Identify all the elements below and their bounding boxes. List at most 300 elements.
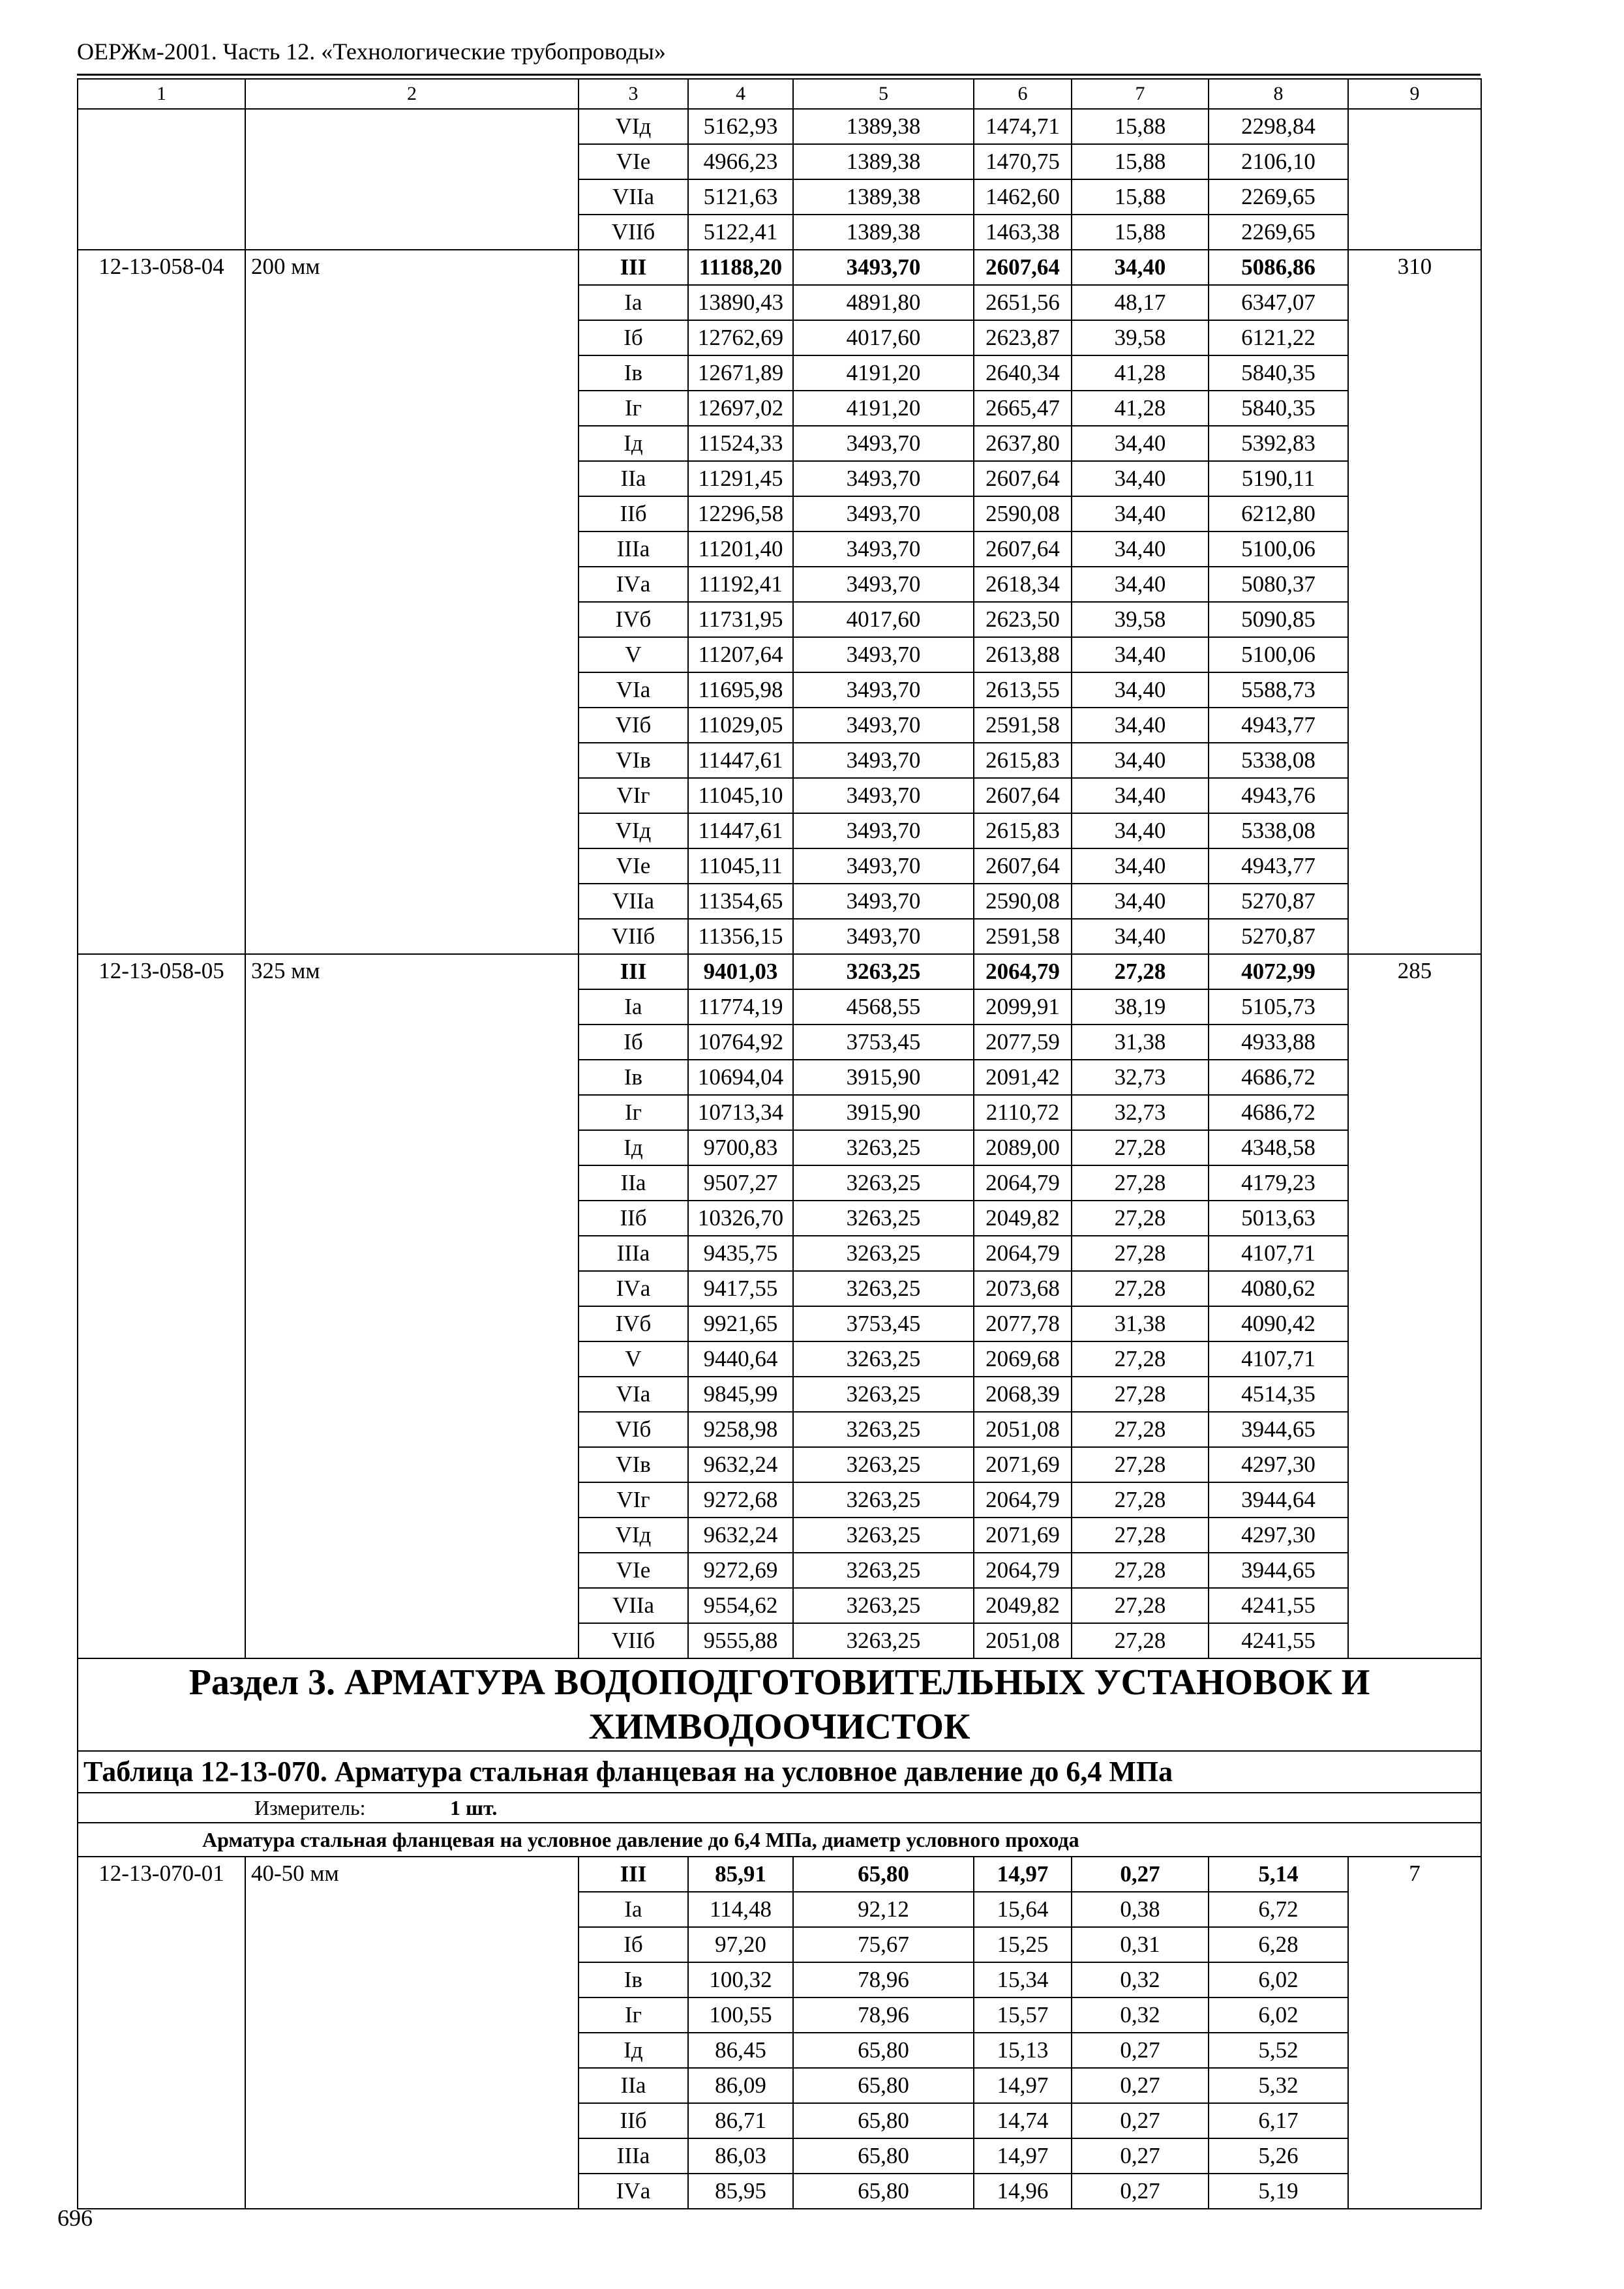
rate-code: 12-13-070-01 [78,1857,245,2209]
direct-cost: 10713,34 [688,1095,793,1130]
materials-cost: 5190,11 [1209,461,1348,496]
subheading-row [78,1823,1481,1857]
labor-pay: 3493,70 [793,250,974,285]
machine-cost: 15,25 [974,1927,1072,1962]
machine-cost: 2064,79 [974,954,1072,989]
materials-cost: 6,28 [1209,1927,1348,1962]
direct-cost: 5122,41 [688,215,793,250]
machinist-pay: 0,27 [1072,2174,1209,2209]
materials-cost: 5840,35 [1209,391,1348,426]
machine-cost: 2640,34 [974,355,1072,391]
region-zone: IVа [579,2174,688,2209]
direct-cost: 9272,69 [688,1553,793,1588]
machinist-pay: 15,88 [1072,109,1209,144]
machine-cost: 2073,68 [974,1271,1072,1306]
machine-cost: 2077,59 [974,1025,1072,1060]
machinist-pay: 27,28 [1072,1447,1209,1482]
machinist-pay: 27,28 [1072,1271,1209,1306]
machine-cost: 2615,83 [974,743,1072,778]
labor-pay: 3263,25 [793,1271,974,1306]
machine-cost: 2613,88 [974,637,1072,672]
labor-pay: 3263,25 [793,1447,974,1482]
machinist-pay: 27,28 [1072,1623,1209,1658]
direct-cost: 11447,61 [688,743,793,778]
machine-cost: 2110,72 [974,1095,1072,1130]
machine-cost: 2590,08 [974,884,1072,919]
machinist-pay: 15,88 [1072,179,1209,215]
labor-pay: 3493,70 [793,496,974,531]
machinist-pay: 34,40 [1072,884,1209,919]
machine-cost: 2618,34 [974,567,1072,602]
labor-pay: 65,80 [793,2103,974,2138]
labor-pay: 1389,38 [793,215,974,250]
table-row [78,109,1481,144]
region-zone: IIб [579,496,688,531]
direct-cost: 11695,98 [688,672,793,708]
direct-cost: 9507,27 [688,1165,793,1201]
column-number: 5 [793,79,974,109]
materials-cost: 6347,07 [1209,285,1348,320]
region-zone: VIв [579,743,688,778]
materials-cost: 5392,83 [1209,426,1348,461]
column-number: 1 [78,79,245,109]
machinist-pay: 48,17 [1072,285,1209,320]
machinist-pay: 27,28 [1072,1201,1209,1236]
region-zone: Iд [579,1130,688,1165]
column-number-row [78,79,1481,109]
materials-cost: 4348,58 [1209,1130,1348,1165]
direct-cost: 11207,64 [688,637,793,672]
direct-cost: 10764,92 [688,1025,793,1060]
labor-pay: 4891,80 [793,285,974,320]
labor-pay: 3263,25 [793,1341,974,1377]
table-title-row [78,1751,1481,1793]
region-zone: IVб [579,602,688,637]
materials-cost: 5100,06 [1209,531,1348,567]
table-row [78,1857,1481,1892]
region-zone: Iб [579,1025,688,1060]
direct-cost: 100,55 [688,1997,793,2033]
machinist-pay: 27,28 [1072,954,1209,989]
labor-pay: 65,80 [793,2174,974,2209]
materials-cost: 4933,88 [1209,1025,1348,1060]
machinist-pay: 0,32 [1072,1997,1209,2033]
region-zone: III [579,250,688,285]
materials-cost: 6,02 [1209,1997,1348,2033]
direct-cost: 10694,04 [688,1060,793,1095]
direct-cost: 11192,41 [688,567,793,602]
materials-cost: 5080,37 [1209,567,1348,602]
direct-cost: 9258,98 [688,1412,793,1447]
region-zone: IVа [579,1271,688,1306]
header-divider [77,74,1481,76]
region-zone: VIIа [579,884,688,919]
labor-pay: 3263,25 [793,1482,974,1518]
table-title: Таблица 12-13-070. Арматура стальная фланцевая на условное давление до 6,4 МПа [78,1751,1481,1793]
rate-code: 12-13-058-04 [78,250,245,954]
materials-cost: 6,17 [1209,2103,1348,2138]
rate-code [78,109,245,250]
machine-cost: 14,97 [974,2068,1072,2103]
direct-cost: 11045,10 [688,778,793,813]
machine-cost: 2069,68 [974,1341,1072,1377]
direct-cost: 11354,65 [688,884,793,919]
direct-cost: 5121,63 [688,179,793,215]
machinist-pay: 27,28 [1072,1165,1209,1201]
materials-cost: 5588,73 [1209,672,1348,708]
rate-description [245,109,579,250]
region-zone: VIIб [579,215,688,250]
machinist-pay: 27,28 [1072,1236,1209,1271]
region-zone: IIIа [579,1236,688,1271]
labor-pay: 3263,25 [793,1623,974,1658]
direct-cost: 11731,95 [688,602,793,637]
region-zone: V [579,1341,688,1377]
machinist-pay: 34,40 [1072,919,1209,954]
column-number: 9 [1348,79,1481,109]
region-zone: VIв [579,1447,688,1482]
machine-cost: 1474,71 [974,109,1072,144]
region-zone: VIг [579,778,688,813]
machine-cost: 2615,83 [974,813,1072,848]
direct-cost: 11524,33 [688,426,793,461]
direct-cost: 12296,58 [688,496,793,531]
materials-cost: 5,14 [1209,1857,1348,1892]
materials-cost: 4241,55 [1209,1588,1348,1623]
materials-cost: 4943,77 [1209,848,1348,884]
labor-hours: 310 [1348,250,1481,954]
machine-cost: 15,34 [974,1962,1072,1997]
labor-pay: 3263,25 [793,1201,974,1236]
direct-cost: 10326,70 [688,1201,793,1236]
materials-cost: 5100,06 [1209,637,1348,672]
machinist-pay: 34,40 [1072,426,1209,461]
materials-cost: 4297,30 [1209,1447,1348,1482]
machine-cost: 2051,08 [974,1412,1072,1447]
labor-pay: 4568,55 [793,989,974,1025]
materials-cost: 2298,84 [1209,109,1348,144]
machine-cost: 14,96 [974,2174,1072,2209]
machinist-pay: 0,32 [1072,1962,1209,1997]
direct-cost: 85,95 [688,2174,793,2209]
machine-cost: 15,13 [974,2033,1072,2068]
labor-pay: 3493,70 [793,743,974,778]
column-number: 7 [1072,79,1209,109]
labor-hours: 285 [1348,954,1481,1658]
materials-cost: 2269,65 [1209,215,1348,250]
labor-pay: 3915,90 [793,1060,974,1095]
labor-pay: 3493,70 [793,637,974,672]
machinist-pay: 34,40 [1072,637,1209,672]
price-table [77,78,1482,2209]
labor-pay: 1389,38 [793,144,974,179]
region-zone: Iб [579,1927,688,1962]
machine-cost: 14,97 [974,2138,1072,2174]
machinist-pay: 27,28 [1072,1482,1209,1518]
region-zone: IIб [579,2103,688,2138]
direct-cost: 11045,11 [688,848,793,884]
materials-cost: 4514,35 [1209,1377,1348,1412]
region-zone: Iб [579,320,688,355]
materials-cost: 5270,87 [1209,919,1348,954]
direct-cost: 11201,40 [688,531,793,567]
rate-description: 200 мм [245,250,579,954]
machinist-pay: 0,27 [1072,2138,1209,2174]
materials-cost: 4943,76 [1209,778,1348,813]
labor-pay: 92,12 [793,1892,974,1927]
machine-cost: 14,74 [974,2103,1072,2138]
direct-cost: 9440,64 [688,1341,793,1377]
direct-cost: 11774,19 [688,989,793,1025]
rate-description: 325 мм [245,954,579,1658]
machinist-pay: 38,19 [1072,989,1209,1025]
labor-pay: 3263,25 [793,1588,974,1623]
labor-pay: 65,80 [793,2033,974,2068]
region-zone: VIб [579,1412,688,1447]
materials-cost: 3944,64 [1209,1482,1348,1518]
labor-pay: 3263,25 [793,1518,974,1553]
region-zone: Iг [579,1095,688,1130]
direct-cost: 11188,20 [688,250,793,285]
direct-cost: 86,03 [688,2138,793,2174]
labor-pay: 3263,25 [793,1412,974,1447]
section-title: Раздел 3. АРМАТУРА ВОДОПОДГОТОВИТЕЛЬНЫХ УСТАНОВОК И ХИМВОДООЧИСТОК [78,1658,1481,1751]
machinist-pay: 15,88 [1072,144,1209,179]
labor-pay: 3493,70 [793,919,974,954]
labor-hours: 7 [1348,1857,1481,2209]
running-header: ОЕРЖм-2001. Часть 12. «Технологические трубопроводы» [77,38,666,65]
materials-cost: 4107,71 [1209,1236,1348,1271]
region-zone: IIа [579,1165,688,1201]
direct-cost: 11447,61 [688,813,793,848]
labor-pay: 65,80 [793,1857,974,1892]
machine-cost: 2651,56 [974,285,1072,320]
materials-cost: 4241,55 [1209,1623,1348,1658]
region-zone: IIIа [579,2138,688,2174]
machinist-pay: 39,58 [1072,320,1209,355]
column-number: 3 [579,79,688,109]
machinist-pay: 27,28 [1072,1130,1209,1165]
machinist-pay: 0,27 [1072,1857,1209,1892]
machinist-pay: 0,27 [1072,2103,1209,2138]
direct-cost: 12671,89 [688,355,793,391]
machine-cost: 1470,75 [974,144,1072,179]
direct-cost: 9417,55 [688,1271,793,1306]
region-zone: VIIа [579,179,688,215]
materials-cost: 6,02 [1209,1962,1348,1997]
region-zone: IVа [579,567,688,602]
machine-cost: 2591,58 [974,708,1072,743]
direct-cost: 5162,93 [688,109,793,144]
region-zone: IIа [579,461,688,496]
materials-cost: 4090,42 [1209,1306,1348,1341]
machinist-pay: 34,40 [1072,848,1209,884]
machine-cost: 2068,39 [974,1377,1072,1412]
machine-cost: 15,64 [974,1892,1072,1927]
machinist-pay: 34,40 [1072,567,1209,602]
direct-cost: 9435,75 [688,1236,793,1271]
materials-cost: 4179,23 [1209,1165,1348,1201]
machinist-pay: 34,40 [1072,708,1209,743]
machine-cost: 2071,69 [974,1518,1072,1553]
machine-cost: 2637,80 [974,426,1072,461]
region-zone: Iа [579,285,688,320]
materials-cost: 4080,62 [1209,1271,1348,1306]
machinist-pay: 34,40 [1072,496,1209,531]
machine-cost: 2607,64 [974,461,1072,496]
materials-cost: 5086,86 [1209,250,1348,285]
machinist-pay: 34,40 [1072,778,1209,813]
region-zone: VIа [579,672,688,708]
direct-cost: 9554,62 [688,1588,793,1623]
region-zone: VIе [579,848,688,884]
labor-hours [1348,109,1481,250]
labor-pay: 3493,70 [793,813,974,848]
direct-cost: 9845,99 [688,1377,793,1412]
machinist-pay: 32,73 [1072,1060,1209,1095]
labor-pay: 65,80 [793,2138,974,2174]
direct-cost: 97,20 [688,1927,793,1962]
materials-cost: 5270,87 [1209,884,1348,919]
machinist-pay: 27,28 [1072,1341,1209,1377]
region-zone: VIе [579,1553,688,1588]
labor-pay: 3493,70 [793,884,974,919]
labor-pay: 75,67 [793,1927,974,1962]
machinist-pay: 27,28 [1072,1553,1209,1588]
column-number: 2 [245,79,579,109]
materials-cost: 4943,77 [1209,708,1348,743]
direct-cost: 9272,68 [688,1482,793,1518]
materials-cost: 5,19 [1209,2174,1348,2209]
direct-cost: 85,91 [688,1857,793,1892]
labor-pay: 3493,70 [793,778,974,813]
direct-cost: 12762,69 [688,320,793,355]
region-zone: VIб [579,708,688,743]
labor-pay: 4017,60 [793,320,974,355]
measure-value: 1 шт. [450,1796,498,1819]
materials-cost: 4107,71 [1209,1341,1348,1377]
region-zone: VIIа [579,1588,688,1623]
region-zone: IVб [579,1306,688,1341]
machinist-pay: 39,58 [1072,602,1209,637]
machine-cost: 2623,50 [974,602,1072,637]
machinist-pay: 27,28 [1072,1518,1209,1553]
direct-cost: 114,48 [688,1892,793,1927]
machine-cost: 2607,64 [974,848,1072,884]
labor-pay: 4191,20 [793,355,974,391]
subheading-text: Арматура стальная фланцевая на условное давление до 6,4 МПа, диаметр условного прохода [202,1828,1079,1851]
machine-cost: 2623,87 [974,320,1072,355]
region-zone: VIIб [579,1623,688,1658]
region-zone: V [579,637,688,672]
direct-cost: 9401,03 [688,954,793,989]
labor-pay: 3263,25 [793,1553,974,1588]
machine-cost: 1463,38 [974,215,1072,250]
machine-cost: 2099,91 [974,989,1072,1025]
machinist-pay: 34,40 [1072,250,1209,285]
machinist-pay: 31,38 [1072,1025,1209,1060]
labor-pay: 3263,25 [793,954,974,989]
subheading-cell [78,1823,1481,1857]
region-zone: VIIб [579,919,688,954]
labor-pay: 3493,70 [793,531,974,567]
rate-code: 12-13-058-05 [78,954,245,1658]
machinist-pay: 27,28 [1072,1588,1209,1623]
machine-cost: 2590,08 [974,496,1072,531]
table-row [78,250,1481,285]
region-zone: Iв [579,355,688,391]
region-zone: IIа [579,2068,688,2103]
machine-cost: 15,57 [974,1997,1072,2033]
machine-cost: 2049,82 [974,1588,1072,1623]
machinist-pay: 34,40 [1072,461,1209,496]
machine-cost: 2607,64 [974,778,1072,813]
materials-cost: 2269,65 [1209,179,1348,215]
materials-cost: 5338,08 [1209,813,1348,848]
materials-cost: 4297,30 [1209,1518,1348,1553]
machine-cost: 2064,79 [974,1553,1072,1588]
machine-cost: 2064,79 [974,1482,1072,1518]
region-zone: IIIа [579,531,688,567]
machinist-pay: 32,73 [1072,1095,1209,1130]
region-zone: Iд [579,2033,688,2068]
direct-cost: 86,09 [688,2068,793,2103]
machine-cost: 14,97 [974,1857,1072,1892]
materials-cost: 6121,22 [1209,320,1348,355]
labor-pay: 3493,70 [793,461,974,496]
region-zone: Iв [579,1962,688,1997]
materials-cost: 5105,73 [1209,989,1348,1025]
region-zone: Iа [579,989,688,1025]
measure-label: Измеритель: [254,1796,366,1819]
machine-cost: 2071,69 [974,1447,1072,1482]
labor-pay: 3915,90 [793,1095,974,1130]
direct-cost: 11356,15 [688,919,793,954]
measure-cell [78,1793,1481,1823]
machine-cost: 1462,60 [974,179,1072,215]
region-zone: Iг [579,391,688,426]
direct-cost: 86,71 [688,2103,793,2138]
labor-pay: 4017,60 [793,602,974,637]
labor-pay: 1389,38 [793,179,974,215]
materials-cost: 6,72 [1209,1892,1348,1927]
direct-cost: 9921,65 [688,1306,793,1341]
direct-cost: 13890,43 [688,285,793,320]
machine-cost: 2049,82 [974,1201,1072,1236]
region-zone: VIд [579,109,688,144]
machinist-pay: 15,88 [1072,215,1209,250]
labor-pay: 78,96 [793,1962,974,1997]
machinist-pay: 41,28 [1072,355,1209,391]
materials-cost: 5338,08 [1209,743,1348,778]
region-zone: VIд [579,813,688,848]
region-zone: VIг [579,1482,688,1518]
materials-cost: 3944,65 [1209,1412,1348,1447]
direct-cost: 9700,83 [688,1130,793,1165]
machinist-pay: 34,40 [1072,743,1209,778]
region-zone: Iг [579,1997,688,2033]
labor-pay: 65,80 [793,2068,974,2103]
machinist-pay: 0,31 [1072,1927,1209,1962]
machinist-pay: 0,27 [1072,2068,1209,2103]
materials-cost: 4072,99 [1209,954,1348,989]
machine-cost: 2665,47 [974,391,1072,426]
materials-cost: 5090,85 [1209,602,1348,637]
machinist-pay: 0,27 [1072,2033,1209,2068]
region-zone: IIб [579,1201,688,1236]
direct-cost: 11029,05 [688,708,793,743]
materials-cost: 5,26 [1209,2138,1348,2174]
